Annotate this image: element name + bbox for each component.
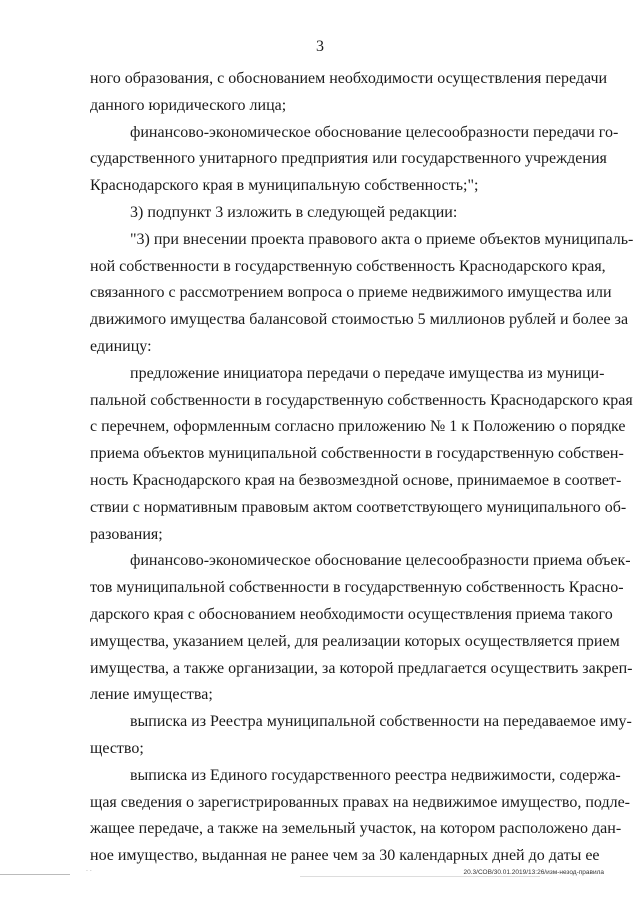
scan-artifact — [0, 874, 70, 875]
text-line: выписка из Единого государственного реестра недвижимости, содержа- — [130, 766, 621, 784]
text-line: разования; — [90, 525, 163, 543]
text-line: финансово-экономическое обоснование целесообразности передачи го- — [130, 123, 619, 141]
text-line: предложение инициатора передачи о передаче имущества из муници- — [130, 364, 605, 382]
text-line: приема объектов муниципальной собственности в государственную собствен- — [90, 445, 624, 463]
text-line: финансово-экономическое обоснование целесообразности приема объек- — [130, 552, 631, 570]
text-line: пальной собственности в государственную собственность Краснодарского края — [90, 391, 633, 409]
text-line: ление имущества; — [90, 686, 213, 704]
text-line: сударственного унитарного предприятия или государственного учреждения — [90, 150, 607, 168]
text-line: имущества, а также организации, за которой предлагается осуществить закреп- — [90, 659, 633, 677]
text-line: Краснодарского края в муниципальную собственность;"; — [90, 177, 479, 195]
text-line: связанного с рассмотрением вопроса о приеме недвижимого имущества или — [90, 284, 612, 302]
document-body — [90, 66, 634, 870]
text-line: "3) при внесении проекта правового акта о приеме объектов муниципаль- — [130, 230, 634, 248]
text-line: имущества, указанием целей, для реализации которых осуществляется прием — [90, 632, 620, 650]
text-line: жащее передаче, а также на земельный участок, на котором расположено дан- — [90, 820, 622, 838]
text-line: тов муниципальной собственности в государственную собственность Красно- — [90, 579, 624, 597]
text-line: щество; — [90, 739, 144, 757]
text-line: ное имущество, выданная не ранее чем за 30 календарных дней до даты ее — [90, 847, 600, 865]
text-line: ного образования, с обоснованием необходимости осуществления передачи — [90, 70, 608, 87]
text-line: ность Краснодарского края на безвозмездной основе, принимаемое в соответ- — [90, 471, 622, 489]
text-line: 3) подпункт 3 изложить в следующей редакции: — [130, 203, 458, 221]
page-number: 3 — [316, 38, 324, 55]
text-line: ствии с нормативным правовым актом соответствующего муниципального об- — [90, 498, 627, 516]
text-line: с перечнем, оформленным согласно приложению № 1 к Положению о порядке — [90, 418, 626, 436]
document-footer-code: 20.3/СОВ/30.01.2019/13:26/изм-незод-правила — [463, 869, 604, 876]
text-line: единицу: — [90, 337, 152, 355]
text-line: щая сведения о зарегистрированных правах на недвижимое имущество, подле- — [90, 793, 631, 811]
text-line: дарского края с обоснованием необходимости осуществления приема такого — [90, 605, 613, 623]
text-line: выписка из Реестра муниципальной собственности на передаваемое иму- — [130, 713, 632, 731]
scan-artifact: . . — [86, 866, 92, 873]
text-line: движимого имущества балансовой стоимостью 5 миллионов рублей и более за — [90, 311, 629, 329]
text-line: ной собственности в государственную собственность Краснодарского края, — [90, 257, 606, 275]
text-line: данного юридического лица; — [90, 96, 287, 114]
